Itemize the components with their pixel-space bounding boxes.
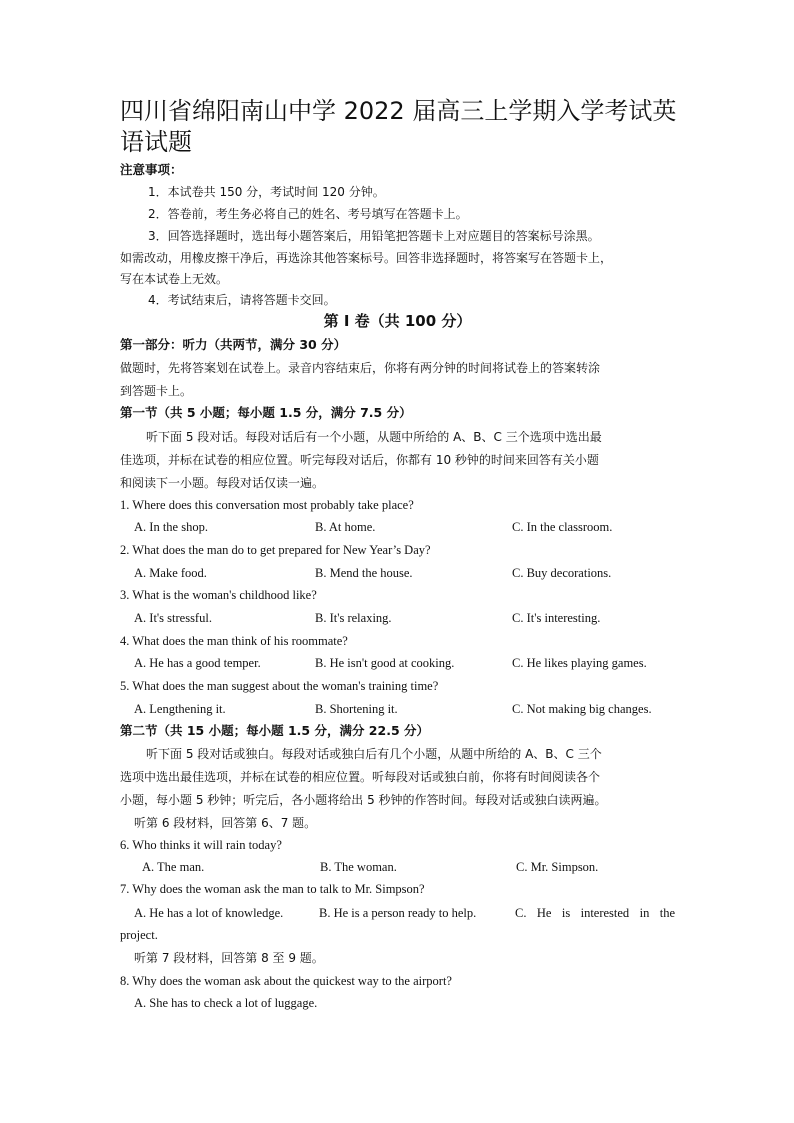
exam-title <box>120 96 680 158</box>
question-3: 3. What is the woman's childhood like? <box>120 588 317 602</box>
section1-instructions-line3: 和阅读下一小题。每段对话仅读一遍。 <box>120 476 325 490</box>
section2-instructions-line1: 听下面 5 段对话或独白。每段对话或独白后有几个小题，从题中所给的 A、B、C 三个 <box>146 747 602 761</box>
question-6-option-c: C. Mr. Simpson. <box>516 860 599 874</box>
notes-item-3-line2: 如需改动，用橡皮擦干净后，再选涂其他答案标号。回答非选择题时，将答案写在答题卡上， <box>120 251 613 265</box>
question-1-option-c: C. In the classroom. <box>512 520 613 534</box>
question-7-option-a: A. He has a lot of knowledge. <box>134 906 284 920</box>
question-7: 7. Why does the woman ask the man to talk to Mr. Simpson? <box>120 882 425 896</box>
exam-title-line1: 四川省绵阳南山中学 2022 届高三上学期入学考试英 <box>120 97 677 125</box>
question-3-option-a: A. It's stressful. <box>134 611 212 625</box>
notes-item-3-line1: 3．回答选择题时，选出每小题答案后，用铅笔把答题卡上对应题目的答案标号涂黑。 <box>148 229 600 243</box>
part1-instructions-line2: 到答题卡上。 <box>120 384 193 398</box>
question-6: 6. Who thinks it will rain today? <box>120 838 282 852</box>
volume-title: 第 I 卷（共 100 分） <box>323 312 472 330</box>
part1-heading: 第一部分：听力（共两节，满分 30 分） <box>120 337 347 352</box>
question-7-option-c: C. He is interested in the <box>515 906 675 920</box>
question-2: 2. What does the man do to get prepared for New Year’s Day? <box>120 543 431 557</box>
exam-title-line2: 语试题 <box>120 128 192 156</box>
question-4-option-b: B. He isn't good at cooking. <box>315 656 455 670</box>
notes-heading: 注意事项： <box>120 162 183 177</box>
question-2-option-b: B. Mend the house. <box>315 566 413 580</box>
question-4-option-a: A. He has a good temper. <box>134 656 261 670</box>
part1-instructions-line1: 做题时，先将答案划在试卷上。录音内容结束后，你将有两分钟的时间将试卷上的答案转涂 <box>120 361 601 375</box>
question-5: 5. What does the man suggest about the woman's training time? <box>120 679 439 693</box>
question-7-option-b: B. He is a person ready to help. <box>319 906 477 920</box>
question-1: 1. Where does this conversation most probably take place? <box>120 498 414 512</box>
question-3-option-b: B. It's relaxing. <box>315 611 392 625</box>
question-6-option-a: A. The man. <box>142 860 205 874</box>
question-3-option-c: C. It's interesting. <box>512 611 601 625</box>
question-1-option-b: B. At home. <box>315 520 376 534</box>
question-2-option-a: A. Make food. <box>134 566 207 580</box>
section2-heading: 第二节（共 15 小题；每小题 1.5 分，满分 22.5 分） <box>120 723 429 738</box>
section1-heading: 第一节（共 5 小题；每小题 1.5 分，满分 7.5 分） <box>120 405 412 420</box>
question-5-option-a: A. Lengthening it. <box>134 702 226 716</box>
notes-item-2: 2．答卷前，考生务必将自己的姓名、考号填写在答题卡上。 <box>148 207 468 221</box>
question-5-option-c: C. Not making big changes. <box>512 702 652 716</box>
section1-instructions-line1: 听下面 5 段对话。每段对话后有一个小题，从题中所给的 A、B、C 三个选项中选出最 <box>146 430 602 444</box>
question-7-option-c-continued: project. <box>120 928 158 942</box>
question-2-option-c: C. Buy decorations. <box>512 566 612 580</box>
question-8: 8. Why does the woman ask about the quickest way to the airport? <box>120 974 452 988</box>
material-6-note: 听第 6 段材料，回答第 6、7 题。 <box>134 816 317 830</box>
section1-instructions-line2: 佳选项，并标在试卷的相应位置。听完每段对话后，你都有 10 秒钟的时间来回答有关小题 <box>120 453 599 467</box>
notes-item-3-line3: 写在本试卷上无效。 <box>120 272 229 286</box>
section2-instructions-line2: 选项中选出最佳选项，并标在试卷的相应位置。听每段对话或独白前，你将有时间阅读各个 <box>120 770 601 784</box>
question-6-option-b: B. The woman. <box>320 860 397 874</box>
question-1-option-a: A. In the shop. <box>134 520 208 534</box>
question-4: 4. What does the man think of his roommate? <box>120 634 348 648</box>
question-8-option-a: A. She has to check a lot of luggage. <box>134 996 318 1010</box>
question-5-option-b: B. Shortening it. <box>315 702 398 716</box>
notes-item-4: 4．考试结束后，请将答题卡交回。 <box>148 293 336 307</box>
notes-item-1: 1．本试卷共 150 分，考试时间 120 分钟。 <box>148 185 385 199</box>
question-4-option-c: C. He likes playing games. <box>512 656 647 670</box>
material-7-note: 听第 7 段材料，回答第 8 至 9 题。 <box>134 951 324 965</box>
section2-instructions-line3: 小题，每小题 5 秒钟；听完后，各小题将给出 5 秒钟的作答时间。每段对话或独白读两遍。 <box>120 793 607 807</box>
